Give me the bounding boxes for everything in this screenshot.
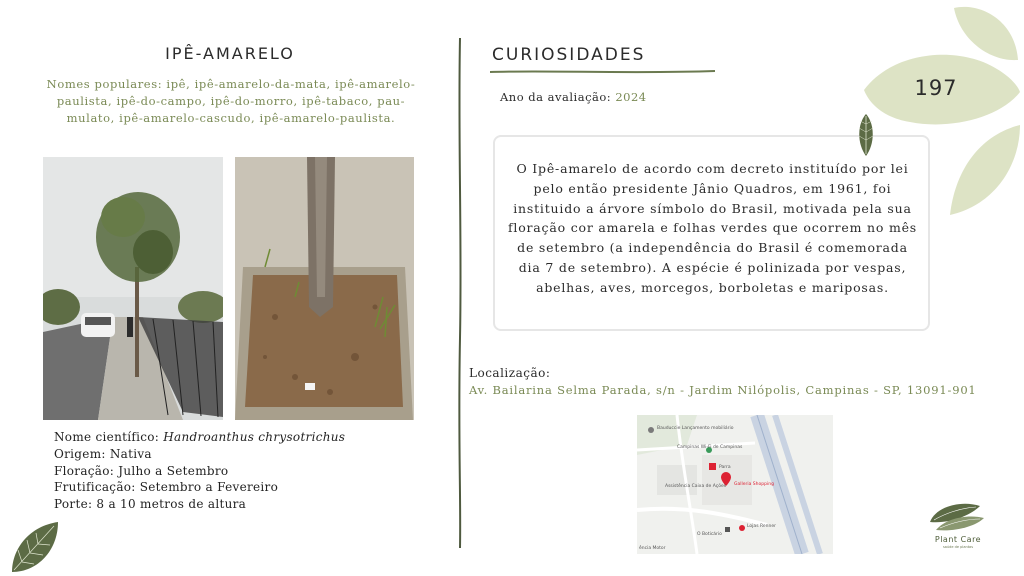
scientific-name-label: Nome científico: (54, 430, 160, 444)
map-label-parra: Parra (719, 465, 731, 470)
curiosities-underline (490, 68, 715, 76)
popular-names: Nomes populares: ipê, ipê-amarelo-da-mata, ipê-amarelo-paulista, ipê-do-campo, ipê-do-morro, ipê-tabaco, pau-mulato, ipê-amarelo-cascudo, ipê-amarelo-paulista. (46, 77, 416, 125)
evaluation-year-value: 2024 (615, 90, 647, 104)
species-facts (54, 429, 434, 513)
size-line: Porte: 8 a 10 metros de altura (54, 497, 247, 512)
evaluation-year-label: Ano da avaliação: (500, 90, 612, 104)
tree-photo (43, 157, 223, 420)
leaf-decoration-icon (860, 0, 1024, 230)
scientific-name-line (54, 429, 434, 446)
column-divider (455, 38, 465, 548)
corner-leaf-icon (8, 520, 60, 576)
small-leaf-icon (855, 114, 877, 156)
fruiting-line: Frutificação: Setembro a Fevereiro (54, 480, 279, 495)
map-label-lojas: Lojas Renner (747, 524, 776, 529)
logo-name: Plant Care (934, 535, 982, 544)
logo-tagline: saúde de plantas (942, 545, 974, 549)
map-label-assistant: Assistência Caixa de Ações (665, 484, 727, 489)
map-label-campinas: Campinas Wi-Fi de Campinas (677, 445, 743, 450)
trunk-photo (235, 157, 414, 420)
plant-care-logo (922, 500, 992, 564)
scientific-name-value: Handroanthus chrysotrichus (163, 430, 346, 444)
location-label: Localização: (469, 366, 551, 380)
location-address: Av. Bailarina Selma Parada, s/n - Jardim Nilópolis, Campinas - SP, 13091-901 (469, 383, 977, 397)
flowering-line: Floração: Julho a Setembro (54, 463, 229, 478)
curiosities-text: O Ipê-amarelo de acordo com decreto instituído por lei pelo então presidente Jânio Quadros, em 1961, foi instituido a árvore símbolo do Brasil, motivada pela sua floração cor amarela e folhas verdes que ocorrem no mês de setembro (a independência do Brasil é comemorada dia 7 de setembro). A espécie é polinizada por vespas, abelhas, aves, morcegos, borboletas e mariposas. (507, 161, 918, 295)
map-label-top: Bauduccie Lançamento mobiliário (657, 426, 734, 431)
species-title: IPÊ-AMARELO (165, 44, 295, 63)
evaluation-year (500, 90, 647, 104)
curiosities-title: CURIOSIDADES (492, 45, 646, 65)
map-label-boticario: O Boticário (697, 532, 722, 537)
map-label-bottom: ência Motor (639, 546, 666, 551)
page-number: 197 (914, 76, 958, 100)
origin-line: Origem: Nativa (54, 446, 152, 461)
location-map[interactable] (637, 415, 833, 554)
map-label-galleria: Galleria Shopping (734, 482, 774, 487)
